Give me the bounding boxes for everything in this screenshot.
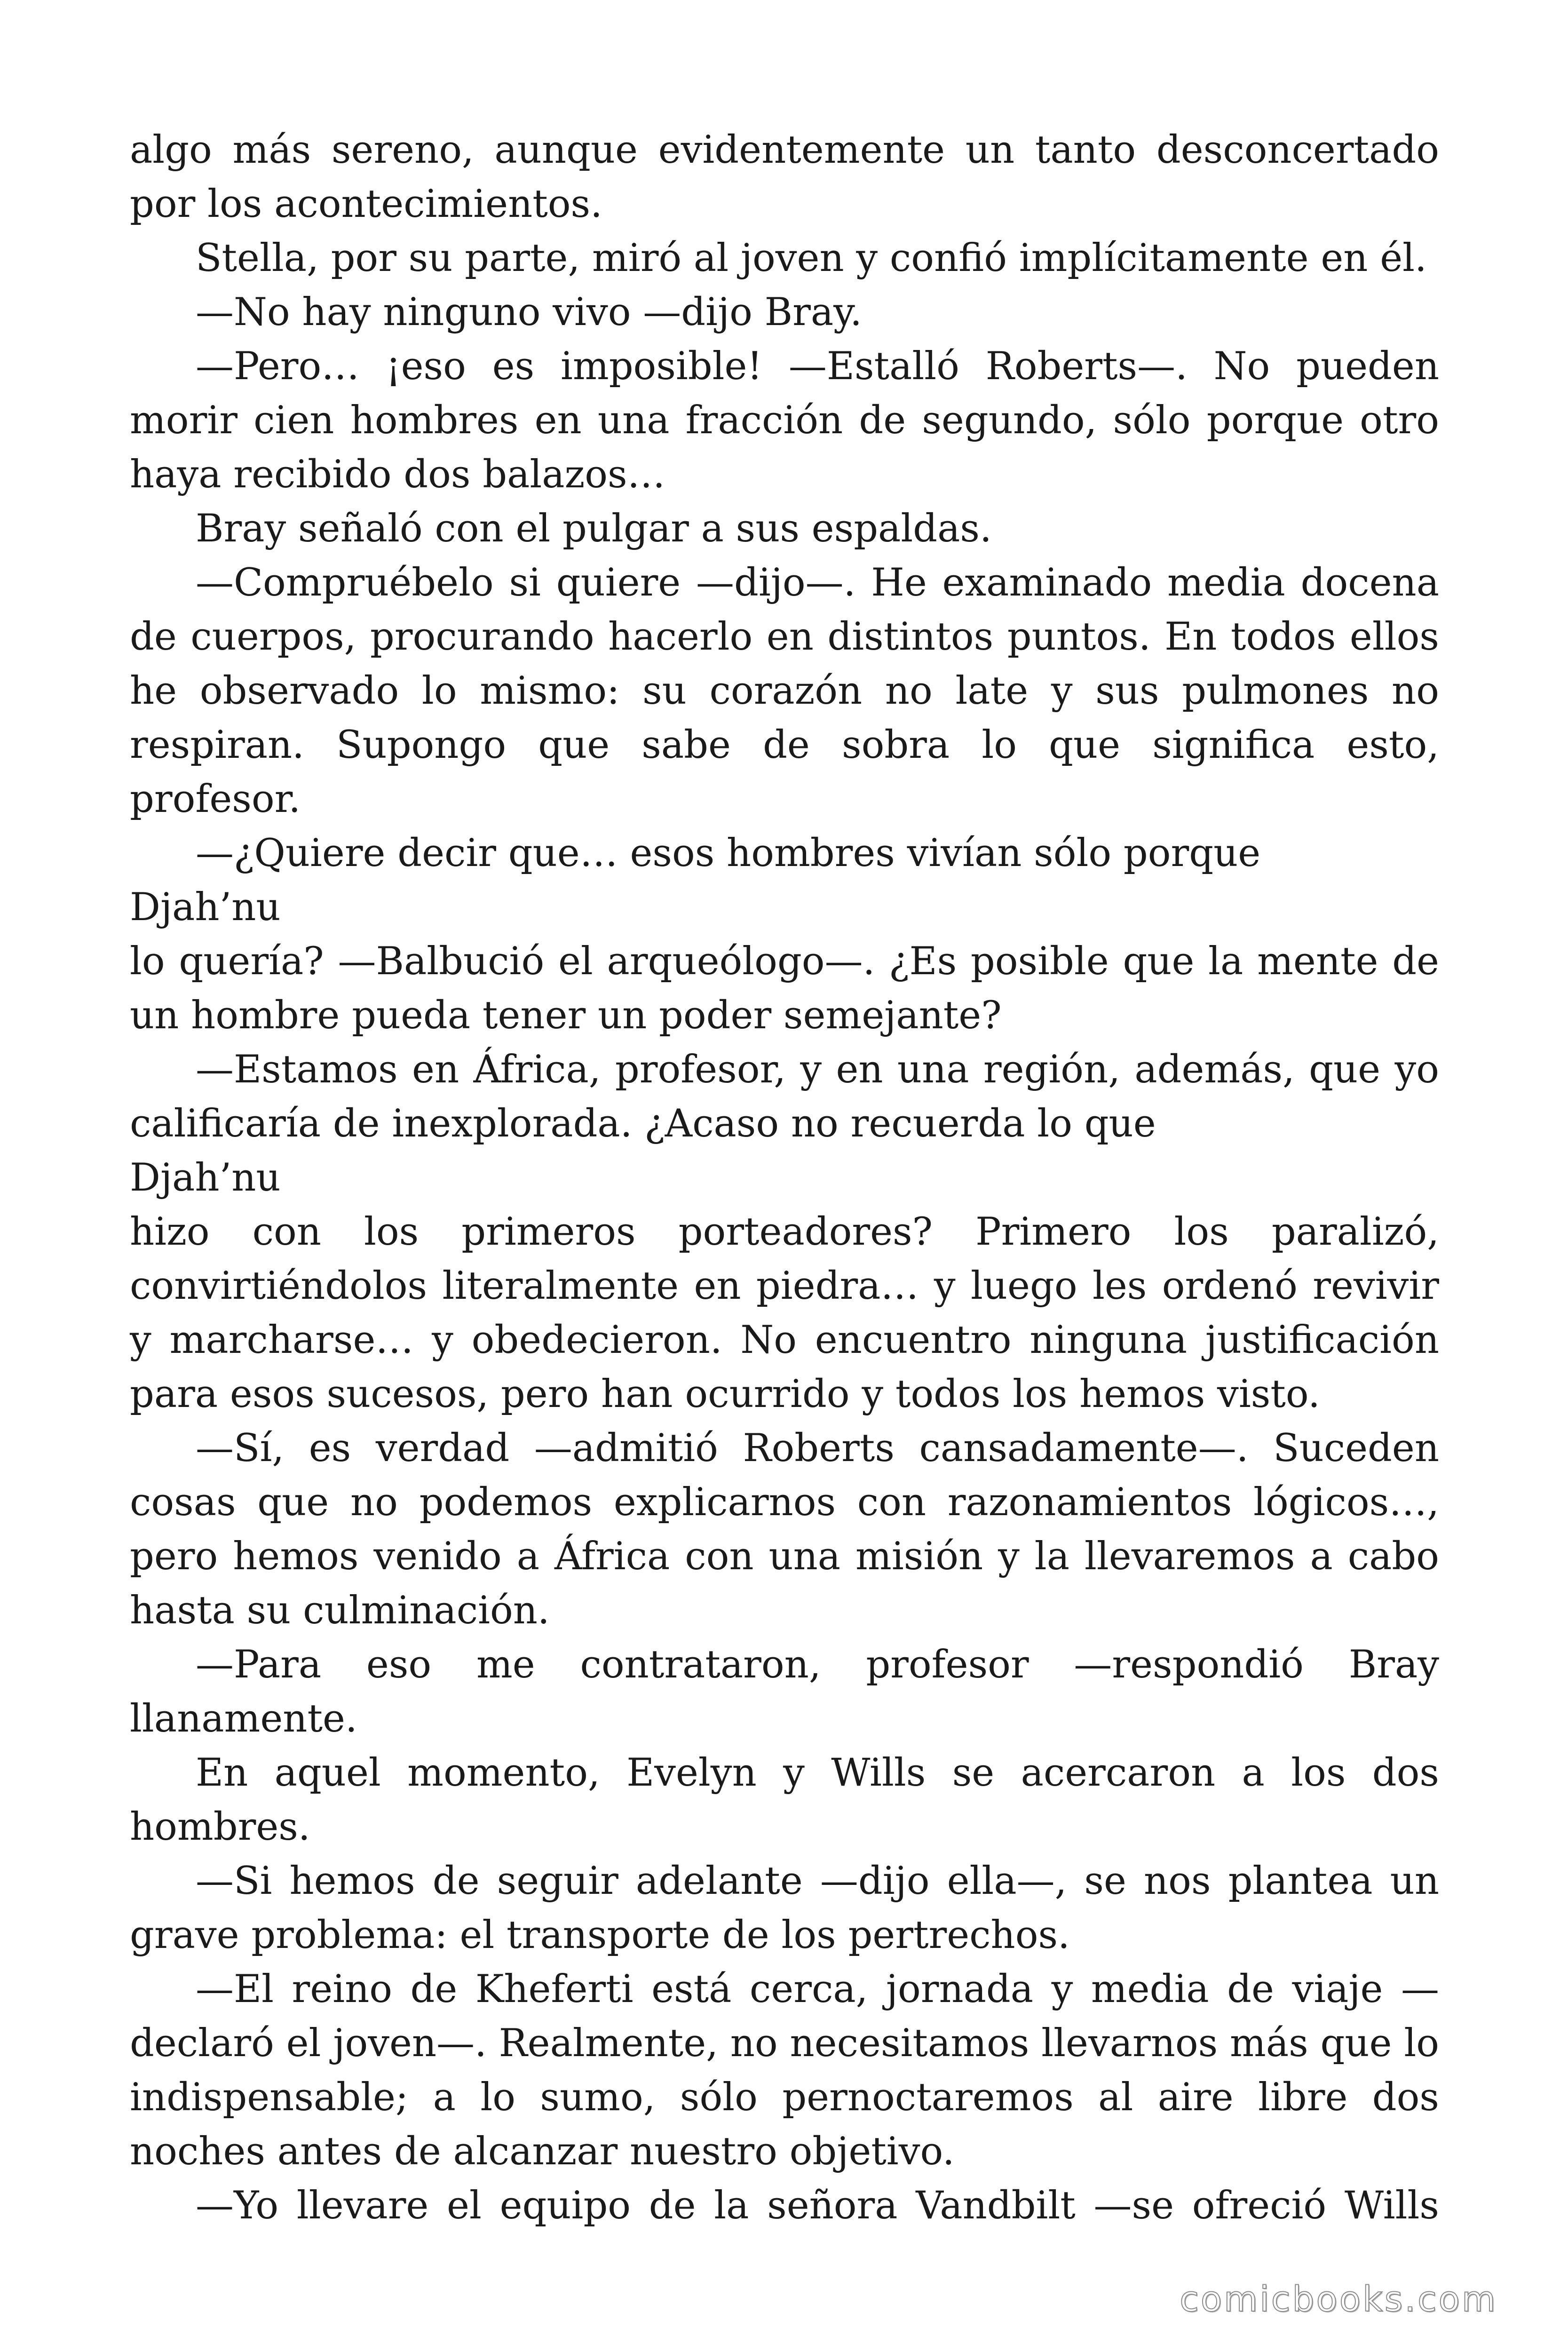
paragraph: Stella, por su parte, miró al joven y confió implícitamente en él. bbox=[196, 236, 1427, 280]
paragraph: —No hay ninguno vivo —dijo Bray. bbox=[196, 290, 862, 334]
watermark: comicbooks.com bbox=[1180, 2279, 1497, 2320]
paragraph: —Sí, es verdad —admitió Roberts cansadamente—. Suceden cosas que no podemos explicarnos con razonamientos lógicos…, pero hemos venido a África con una misión y la llevaremos a cabo hasta su culminación. bbox=[130, 1426, 1439, 1633]
paragraph: —Estamos en África, profesor, y en una región, además, que yo calificaría de inexplorada. ¿Acaso no recuerda lo que bbox=[130, 1048, 1439, 1146]
paragraph: —Si hemos de seguir adelante —dijo ella—, se nos plantea un grave problema: el transporte de los pertrechos. bbox=[130, 1859, 1439, 1957]
paragraph: lo quería? —Balbució el arqueólogo—. ¿Es posible que la mente de un hombre pueda tener un poder semejante? bbox=[130, 939, 1439, 1038]
paragraph: Bray señaló con el pulgar a sus espaldas. bbox=[196, 507, 992, 551]
paragraph: —Para eso me contrataron, profesor —respondió Bray llanamente. bbox=[130, 1643, 1439, 1741]
paragraph: —¿Quiere decir que… esos hombres vivían sólo porque bbox=[196, 831, 1261, 875]
paragraph: En aquel momento, Evelyn y Wills se acercaron a los dos hombres. bbox=[130, 1751, 1439, 1849]
paragraph: —Pero… ¡eso es imposible! —Estalló Roberts—. No pueden morir cien hombres en una fracción de segundo, sólo porque otro haya recibido dos balazos… bbox=[130, 344, 1439, 497]
paragraph-fragment: Djah’nu bbox=[130, 885, 281, 930]
paragraph-fragment: Djah’nu bbox=[130, 1156, 281, 1200]
book-page-text bbox=[130, 123, 1439, 2233]
paragraph: —El reino de Kheferti está cerca, jornada y media de viaje —declaró el joven—. Realmente, no necesitamos llevarnos más que lo indispensable; a lo sumo, sólo pernoctaremos al aire libre dos noches antes de alcanzar nuestro objetivo. bbox=[130, 1967, 1439, 2174]
paragraph: —Compruébelo si quiere —dijo—. He examinado media docena de cuerpos, procurando hacerlo en distintos puntos. En todos ellos he observado lo mismo: su corazón no late y sus pulmones no respiran. Supongo que sabe de sobra lo que significa esto, profesor. bbox=[130, 561, 1439, 821]
paragraph: hizo con los primeros porteadores? Primero los paralizó, convirtiéndolos literalmente en piedra… y luego les ordenó revivir y marcharse… y obedecieron. No encuentro ninguna justificación para esos sucesos, pero han ocurrido y todos los hemos visto. bbox=[130, 1210, 1439, 1416]
paragraph: —Yo llevare el equipo de la señora Vandbilt —se ofreció Wills bbox=[196, 2184, 1439, 2228]
paragraph: algo más sereno, aunque evidentemente un tanto desconcertado por los acontecimientos. bbox=[130, 128, 1439, 226]
